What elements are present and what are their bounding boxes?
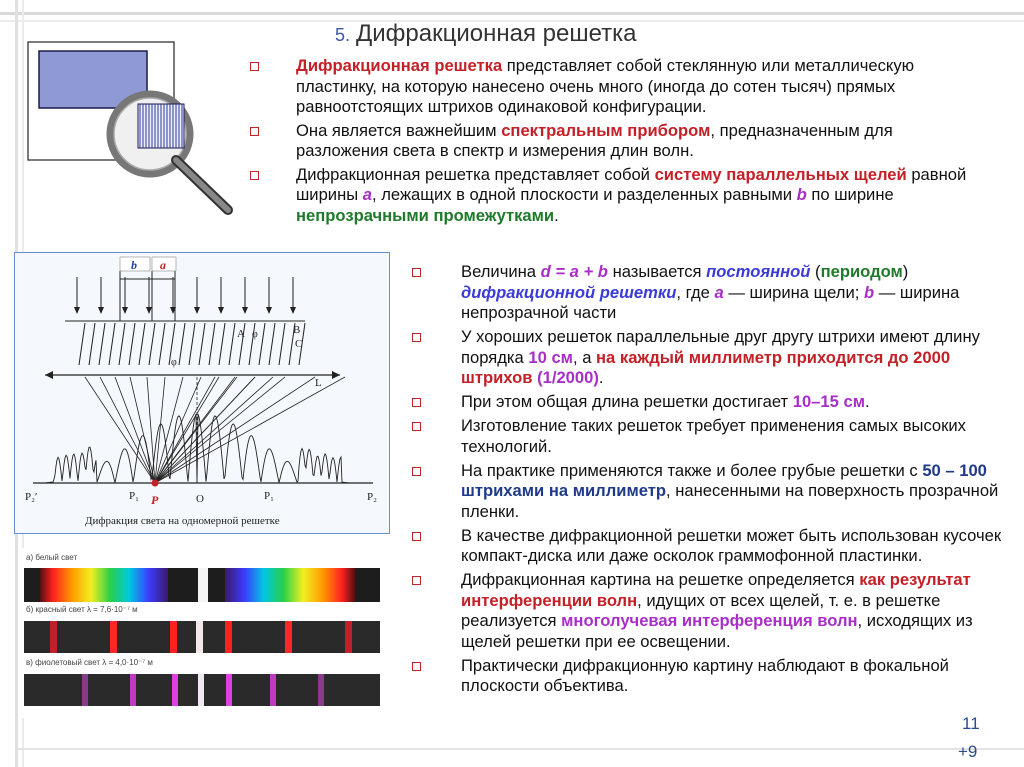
slit-ray — [79, 323, 85, 365]
diagram-label-P1-right: P₁ — [264, 490, 274, 502]
diffraction-diagram — [14, 252, 390, 534]
bullet-text: — ширина непрозрачной части — [461, 282, 960, 322]
slit-ray — [89, 323, 95, 365]
bullet-text: , исходящих из щелей решетки при ее освещении. — [461, 611, 973, 651]
highlighted-text: как результат интерференции волн — [461, 570, 971, 610]
slide-title — [335, 20, 637, 48]
diffracted-ray — [155, 377, 345, 483]
red-spectral-line — [285, 621, 292, 653]
bullet-text: Величина — [461, 262, 541, 281]
diagram-label-P1-left: P₁ — [129, 490, 139, 502]
bullet-text: Изготовление таких решеток требует применения самых высоких технологий. — [461, 416, 966, 456]
bullet-marker-icon — [412, 532, 421, 541]
slit-ray — [209, 323, 215, 365]
diagram-label-L: L — [315, 377, 322, 389]
right-bullet-item — [408, 416, 1018, 457]
bullet-text: Практически дифракционную картину наблюдают в фокальной плоскости объектива. — [461, 655, 949, 695]
slit-ray — [269, 323, 275, 365]
bullet-text: При этом общая длина решетки достигает — [461, 392, 793, 411]
slit-ray — [159, 323, 165, 365]
highlighted-text: дифракционной решетки — [461, 282, 677, 302]
bullet-marker-icon — [412, 467, 421, 476]
slit-ray — [129, 323, 135, 365]
bullet-text: , лежащих в одной плоскости и разделенных равными — [372, 185, 797, 204]
bullet-marker-icon — [250, 171, 259, 180]
diagram-label-P: P — [151, 493, 159, 507]
slit-ray — [279, 323, 285, 365]
diagram-label-P2-right: P₂ — [367, 491, 377, 503]
spectrum-white-label: а) белый свет — [26, 553, 78, 562]
right-bullet-item — [408, 392, 1018, 413]
highlighted-text: многолучевая интерференция волн — [561, 611, 858, 630]
right-bullet-item — [408, 526, 1018, 567]
slit-ray — [199, 323, 205, 365]
bullet-text: У хороших решеток параллельные друг другу штрихи имеют длину порядка — [461, 327, 980, 367]
diagram-label-P2-left: P₂′ — [25, 491, 38, 503]
top-bullet-item — [248, 56, 988, 118]
red-spectral-line — [345, 621, 352, 653]
bullet-text: Дифракционная решетка представляет собой — [296, 164, 655, 184]
diffracted-ray — [155, 377, 285, 483]
diffracted-ray — [100, 377, 155, 483]
diffracted-ray — [155, 377, 215, 483]
incident-arrow-head — [146, 307, 152, 314]
diffracted-ray — [155, 377, 273, 483]
bullet-text: называется — [607, 262, 707, 281]
bullet-marker-icon — [250, 62, 259, 71]
highlighted-text: периодом — [820, 262, 903, 281]
bullet-text: ( — [810, 262, 821, 281]
diffracted-ray — [155, 377, 219, 483]
highlighted-text: a — [714, 282, 724, 302]
bullet-text: На практике применяются также и более грубые решетки с — [461, 460, 923, 480]
bullet-text: . — [554, 205, 559, 225]
bullet-text: — ширина щели; — [723, 282, 864, 302]
grating-magnifier-illustration — [26, 38, 244, 228]
bullet-text: . — [598, 368, 604, 387]
right-bullet-list — [408, 262, 1018, 700]
diagram-caption: Дифракция света на одномерной решетке — [85, 515, 280, 527]
red-spectral-line — [50, 621, 57, 653]
slit-ray — [149, 323, 155, 365]
violet-spectral-line — [318, 674, 324, 706]
footer-divider — [18, 748, 1024, 750]
incident-arrow-head — [98, 307, 104, 314]
bullet-text: , предназначенным для разложения света в спектр и измерения длин волн. — [296, 120, 893, 160]
diagram-label-B: B — [293, 324, 301, 336]
right-bullet-item — [408, 570, 1018, 652]
slit-ray — [99, 323, 105, 365]
incident-arrow-head — [74, 307, 80, 314]
highlighted-text: систему параллельных щелей — [654, 164, 907, 184]
bullet-marker-icon — [412, 398, 421, 407]
page-plus: +9 — [958, 742, 978, 761]
right-bullet-item — [408, 327, 1018, 389]
violet-spectral-line — [172, 674, 178, 706]
highlighted-text: на каждый миллиметр приходится до 2000 штрихов — [461, 347, 951, 387]
violet-spectral-line — [270, 674, 276, 706]
highlighted-text: 50 – 100 штрихами на миллиметр — [461, 460, 987, 500]
highlighted-text: b — [796, 185, 807, 204]
bullet-text: , идущих от всех щелей, т. е. в решетке реализуется — [461, 590, 941, 630]
right-bullet-item — [408, 461, 1018, 523]
bullet-text: , где — [676, 282, 715, 302]
incident-arrow-head — [242, 307, 248, 314]
diagram-label-phi-mid: φ — [171, 357, 177, 368]
red-spectral-line — [110, 621, 117, 653]
incident-arrow-head — [194, 307, 200, 314]
top-bullet-item — [248, 121, 988, 162]
diagram-label-phi-top: φ — [252, 329, 258, 340]
diagram-label-C: C — [295, 338, 303, 350]
highlighted-text: b — [863, 282, 875, 302]
incident-arrow-head — [290, 307, 296, 314]
spectra-illustration — [20, 548, 390, 718]
highlighted-text: Дифракционная решетка — [296, 56, 503, 75]
highlighted-text: постоянной — [706, 262, 811, 281]
bullet-text: , нанесенными на поверхность прозрачной пленки. — [461, 481, 999, 521]
bullet-text: равной ширины — [296, 164, 967, 204]
red-spectral-line — [196, 621, 203, 653]
violet-spectral-line — [82, 674, 88, 706]
incident-arrow-head — [122, 307, 128, 314]
diagram-label-b: b — [131, 258, 137, 272]
highlighted-text: спектральным прибором — [501, 120, 711, 140]
slit-ray — [119, 323, 125, 365]
highlighted-text: a — [362, 185, 373, 204]
page-number: 11 — [962, 714, 980, 733]
bullet-text: В качестве дифракционной решетки может быть использован кусочек компакт-диска или даже осколок граммофонной пластинки. — [461, 525, 1002, 565]
top-bullet-list — [248, 56, 988, 229]
slit-ray — [179, 323, 185, 365]
violet-spectral-line — [130, 674, 136, 706]
bullet-text: Она является важнейшим — [296, 120, 502, 140]
spectrum-violet-label: в) фиолетовый свет λ = 4,0·10⁻⁷ м — [26, 658, 153, 667]
spectrum-red-label: б) красный свет λ = 7,6·10⁻⁷ м — [26, 605, 138, 614]
right-bullet-item — [408, 262, 1018, 324]
bullet-marker-icon — [412, 268, 421, 277]
violet-spectral-line — [226, 674, 232, 706]
slit-ray — [189, 323, 195, 365]
top-bullet-item — [248, 165, 988, 227]
bullet-marker-icon — [412, 662, 421, 671]
violet-spectral-line — [198, 674, 204, 706]
title-text: Дифракционная решетка — [356, 20, 637, 47]
slit-ray — [109, 323, 115, 365]
incident-arrow-head — [218, 307, 224, 314]
title-number: 5. — [335, 25, 351, 45]
highlighted-text: непрозрачными промежутками — [296, 205, 555, 225]
slit-ray — [229, 323, 235, 365]
slit-ray — [259, 323, 265, 365]
bullet-text: по ширине — [806, 185, 894, 204]
bullet-marker-icon — [250, 127, 259, 136]
incident-arrow-head — [266, 307, 272, 314]
slit-ray — [139, 323, 145, 365]
right-bullet-item — [408, 656, 1018, 697]
diagram-label-O: O — [196, 493, 204, 505]
bullet-text: . — [864, 392, 870, 411]
bullet-marker-icon — [412, 333, 421, 342]
bullet-marker-icon — [412, 576, 421, 585]
highlighted-text: d = a + b — [540, 262, 608, 281]
red-spectral-line — [170, 621, 177, 653]
diagram-label-A: A — [237, 328, 245, 340]
diffracted-ray — [85, 377, 155, 483]
slit-ray — [219, 323, 225, 365]
bullet-marker-icon — [412, 422, 421, 431]
highlighted-text: 10–15 см — [792, 392, 865, 411]
red-spectral-line — [225, 621, 232, 653]
bullet-text: Дифракционная картина на решетке определяется — [461, 570, 860, 589]
diffracted-ray — [155, 377, 201, 483]
bullet-text: представляет собой стеклянную или металлическую пластинку, на которую нанесено очень много (иногда до сотен тысяч) прямых равноотстоящих штрихов одинаковой конфигурации. — [296, 56, 915, 116]
frame-line-top — [0, 12, 1024, 15]
bullet-text: , а — [572, 347, 597, 367]
diagram-label-a: a — [160, 258, 166, 272]
highlighted-text: 10 см — [528, 347, 573, 367]
bullet-text: ) — [902, 262, 909, 281]
highlighted-text: (1/2000) — [537, 368, 599, 387]
